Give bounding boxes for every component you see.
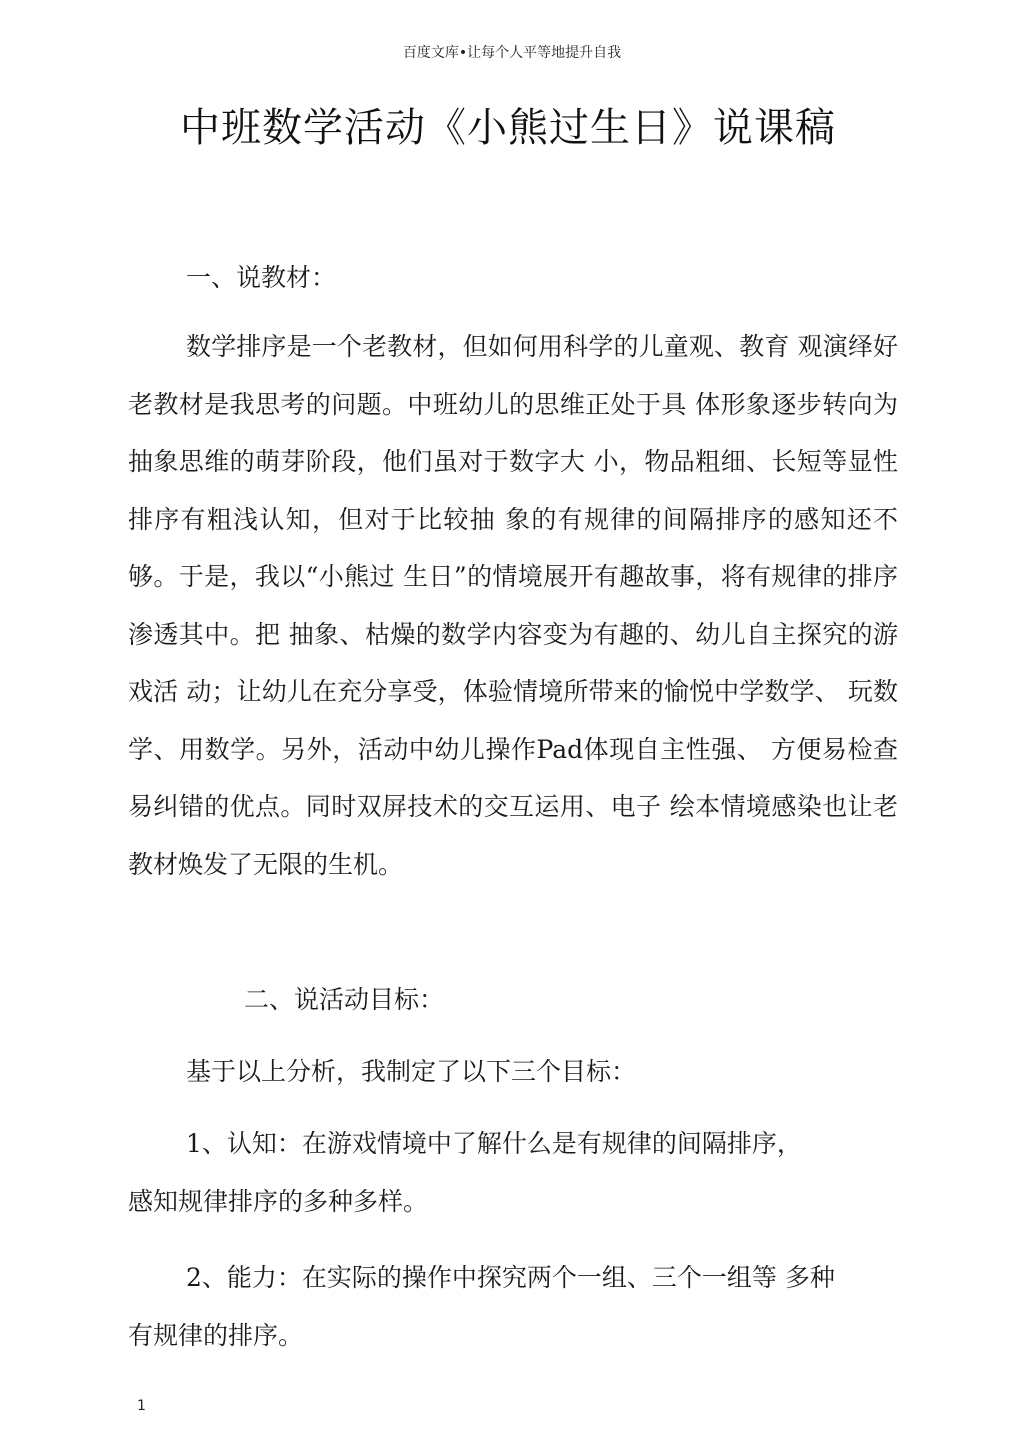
goal-2-line-1: 2、能力：在实际的操作中探究两个一组、三个一组等 多种	[186, 1263, 835, 1292]
materials-paragraph: 数学排序是一个老教材，但如何用科学的儿童观、教育 观演绎好老教材是我思考的问题。中班幼儿的思维正处于具 体形象逐步转向为抽象思维的萌芽阶段，他们虽对于数字大 小，物品粗细、长短等显性排序有粗浅认知，但对于比较抽 象的有规律的间隔排序的感知还不够。于是，我以“小熊过 生日”的情境展开有趣故事，将有规律的排序渗透其中。把 抽象、枯燥的数学内容变为有趣的、幼儿自主探究的游戏活 动；让幼儿在充分享受，体验情境所带来的愉悦中学数学、 玩数学、用数学。另外，活动中幼儿操作Pad体现自主性强、 方便易检查易纠错的优点。同时双屏技术的交互运用、电子 绘本情境感染也让老教材焕发了无限的生机。	[128, 332, 898, 879]
goals-intro: 基于以上分析，我制定了以下三个目标：	[186, 1057, 637, 1086]
page-header: 百度文库•让每个人平等地提升自我	[402, 45, 622, 61]
section-heading-goals: 二、说活动目标：	[244, 985, 445, 1014]
section-heading-materials: 一、说教材：	[186, 263, 337, 292]
page-number: 1	[137, 1398, 146, 1414]
document-title: 中班数学活动《小熊过生日》说课稿	[180, 105, 836, 151]
goal-1-line-1: 1、认知：在游戏情境中了解什么是有规律的间隔排序，	[186, 1129, 802, 1158]
goal-1-line-2: 感知规律排序的多种多样。	[128, 1187, 429, 1216]
goal-2-line-2: 有规律的排序。	[128, 1321, 304, 1350]
